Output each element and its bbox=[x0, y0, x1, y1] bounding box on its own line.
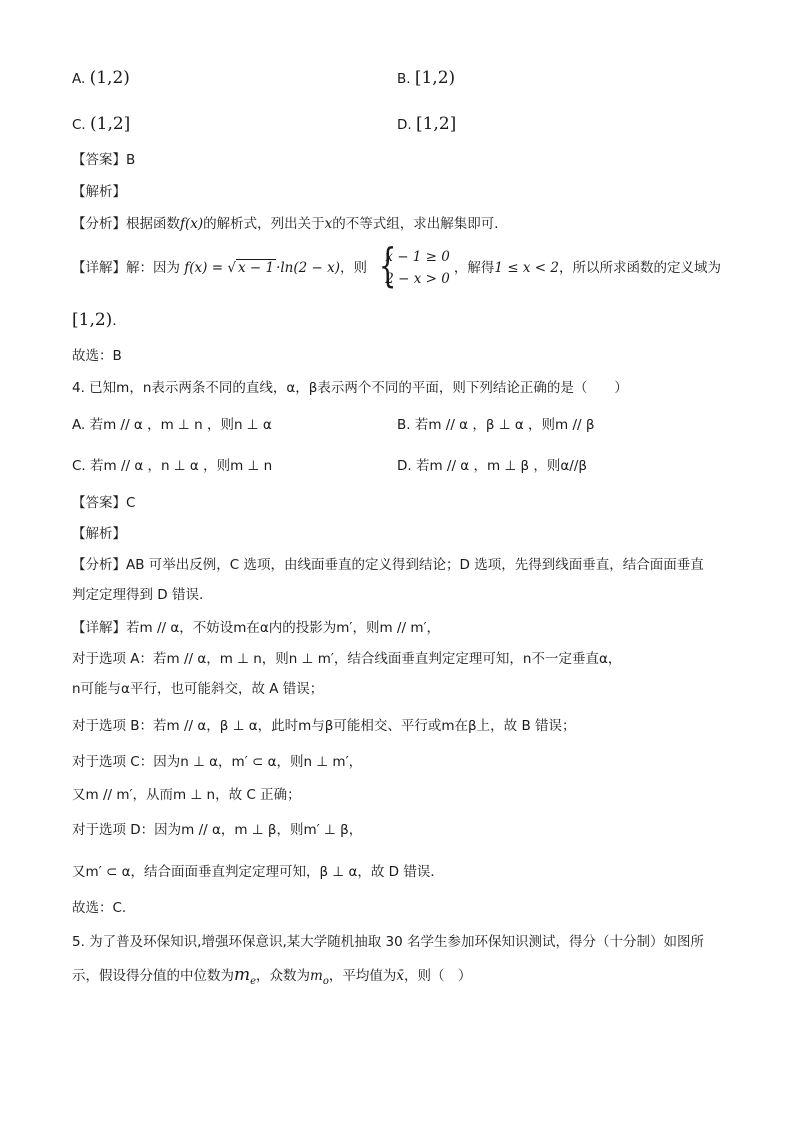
q5-median-sub: e bbox=[250, 976, 257, 987]
q4-line-d1: 对于选项 D：因为m // α，m ⊥ β，则m′ ⊥ β， bbox=[72, 822, 363, 838]
q4-line-a2: n可能与α平行，也可能斜交，故 A 错误； bbox=[72, 681, 324, 697]
q3-detail-func-rhs: ·ln(2 − x) bbox=[276, 260, 340, 276]
q3-detail-tag: 【详解】 bbox=[72, 260, 126, 276]
q5-line-2-text-a: 示，假设得分值的中位数为 bbox=[72, 968, 234, 984]
q4-analysis-tag: 【解析】 bbox=[72, 526, 126, 542]
q4-option-d: D. 若m // α ，m ⊥ β ，则α//β bbox=[397, 458, 588, 474]
q5-line-2-text-b: ，众数为 bbox=[256, 968, 311, 984]
q5-line-1: 5. 为了普及环保知识,增强环保意识,某大学随机抽取 30 名学生参加环保知识测试，得分（十分制）如图所 bbox=[72, 934, 705, 950]
q3-detail-sqrt-sign: √ bbox=[227, 260, 236, 276]
q3-option-b-label: B. bbox=[397, 71, 411, 87]
q3-fenxi-text-3: 的不等式组，求出解集即可． bbox=[332, 216, 508, 232]
q4-option-a: A. 若m // α ，m ⊥ n ，则n ⊥ α bbox=[72, 417, 272, 433]
q3-answer-value: B bbox=[126, 152, 136, 168]
q3-option-a bbox=[72, 68, 130, 89]
q3-option-d bbox=[397, 114, 456, 135]
q4-line-c1: 对于选项 C：因为n ⊥ α，m′ ⊂ α，则n ⊥ m′， bbox=[72, 754, 363, 770]
q3-option-d-label: D. bbox=[397, 117, 412, 133]
q3-fenxi-tag: 【分析】 bbox=[72, 216, 126, 232]
q4-fenxi bbox=[72, 555, 704, 575]
q3-detail-text-2: ，则 bbox=[340, 260, 367, 276]
q3-detail-system-row-1: x − 1 ≥ 0 bbox=[385, 249, 450, 265]
q3-option-b-value: [1,2) bbox=[414, 68, 456, 88]
q3-detail-text-1: 解：因为 bbox=[126, 260, 180, 276]
q3-fenxi-text-2: 的解析式，列出关于 bbox=[203, 216, 325, 232]
q4-line-c2: 又m // m′，从而m ⊥ n，故 C 正确； bbox=[72, 787, 301, 803]
q3-detail-system-row-2: 2 − x > 0 bbox=[385, 271, 450, 287]
q3-option-d-value: [1,2] bbox=[415, 114, 457, 134]
q3-detail-sqrt-body: x − 1 bbox=[237, 260, 275, 276]
q4-option-c: C. 若m // α ，n ⊥ α ，则m ⊥ n bbox=[72, 458, 273, 474]
q3-fenxi-text-1: 根据函数 bbox=[126, 216, 180, 232]
q5-mode-symbol: m bbox=[310, 968, 323, 984]
q4-fenxi-tag: 【分析】 bbox=[72, 557, 126, 573]
q3-detail-system bbox=[375, 238, 450, 292]
q3-fenxi bbox=[72, 214, 508, 234]
q4-detail-tag: 【详解】 bbox=[72, 620, 126, 636]
q3-choice: 故选：B bbox=[72, 348, 122, 364]
q3-domain-value: [1,2) bbox=[72, 310, 113, 330]
q3-option-a-value: (1,2) bbox=[89, 68, 130, 88]
q3-detail bbox=[72, 238, 721, 292]
q3-fenxi-fx: f(x) bbox=[180, 216, 204, 232]
q3-answer bbox=[72, 150, 135, 170]
q4-line-a1: 对于选项 A：若m // α，m ⊥ n，则n ⊥ m′，结合线面垂直判定定理可知，n不一定垂直α， bbox=[72, 651, 622, 667]
q4-choice: 故选：C. bbox=[72, 900, 127, 916]
q3-detail-brace: { bbox=[379, 238, 397, 292]
q4-stem: 4. 已知m，n表示两条不同的直线，α，β表示两个不同的平面，则下列结论正确的是（ ） bbox=[72, 380, 628, 396]
q3-option-c-label: C. bbox=[72, 117, 86, 133]
q5-line-2-text-d: ，则（ ） bbox=[404, 968, 472, 984]
q4-detail bbox=[72, 618, 440, 638]
q4-answer-value: C bbox=[126, 495, 136, 511]
q5-mean-symbol: x̄ bbox=[396, 968, 405, 984]
q4-line-d2: 又m′ ⊂ α，结合面面垂直判定定理可知，β ⊥ α，故 D 错误． bbox=[72, 864, 444, 880]
q3-detail-solution: 1 ≤ x < 2 bbox=[494, 260, 559, 276]
q3-option-c-value: (1,2] bbox=[90, 114, 131, 134]
q3-analysis-tag: 【解析】 bbox=[72, 184, 126, 200]
q5-mode-sub: o bbox=[322, 976, 329, 987]
q3-answer-tag: 【答案】 bbox=[72, 152, 126, 168]
q3-option-c bbox=[72, 114, 130, 135]
q4-answer bbox=[72, 493, 135, 513]
q4-fenxi-line-2: 判定定理得到 D 错误. bbox=[72, 587, 204, 603]
q4-line-b: 对于选项 B：若m // α，β ⊥ α，此时m与β可能相交、平行或m在β上，故 B 错误； bbox=[72, 718, 576, 734]
q3-option-a-label: A. bbox=[72, 71, 86, 87]
q4-fenxi-text-1: AB 可举出反例，C 选项，由线面垂直的定义得到结论；D 选项，先得到线面垂直，结合面面垂直 bbox=[126, 557, 704, 573]
q3-detail-text-4: ，所以所求函数的定义域为 bbox=[558, 260, 721, 276]
q3-domain bbox=[72, 310, 126, 331]
q3-detail-text-3: ，解得 bbox=[453, 260, 495, 276]
q5-line-2-text-c: ，平均值为 bbox=[328, 968, 397, 984]
q4-answer-tag: 【答案】 bbox=[72, 495, 126, 511]
q5-median-symbol: m bbox=[234, 965, 251, 985]
q3-fenxi-x: x bbox=[324, 216, 333, 232]
q5-line-2 bbox=[72, 965, 472, 992]
q3-domain-end: ． bbox=[112, 313, 126, 329]
q3-option-b bbox=[397, 68, 455, 89]
q3-detail-func-lhs: f(x) = bbox=[184, 260, 224, 276]
q4-detail-text-1: 若m // α，不妨设m在α内的投影为m′，则m // m′， bbox=[126, 620, 441, 636]
q4-option-b: B. 若m // α ，β ⊥ α ，则m // β bbox=[397, 417, 595, 433]
